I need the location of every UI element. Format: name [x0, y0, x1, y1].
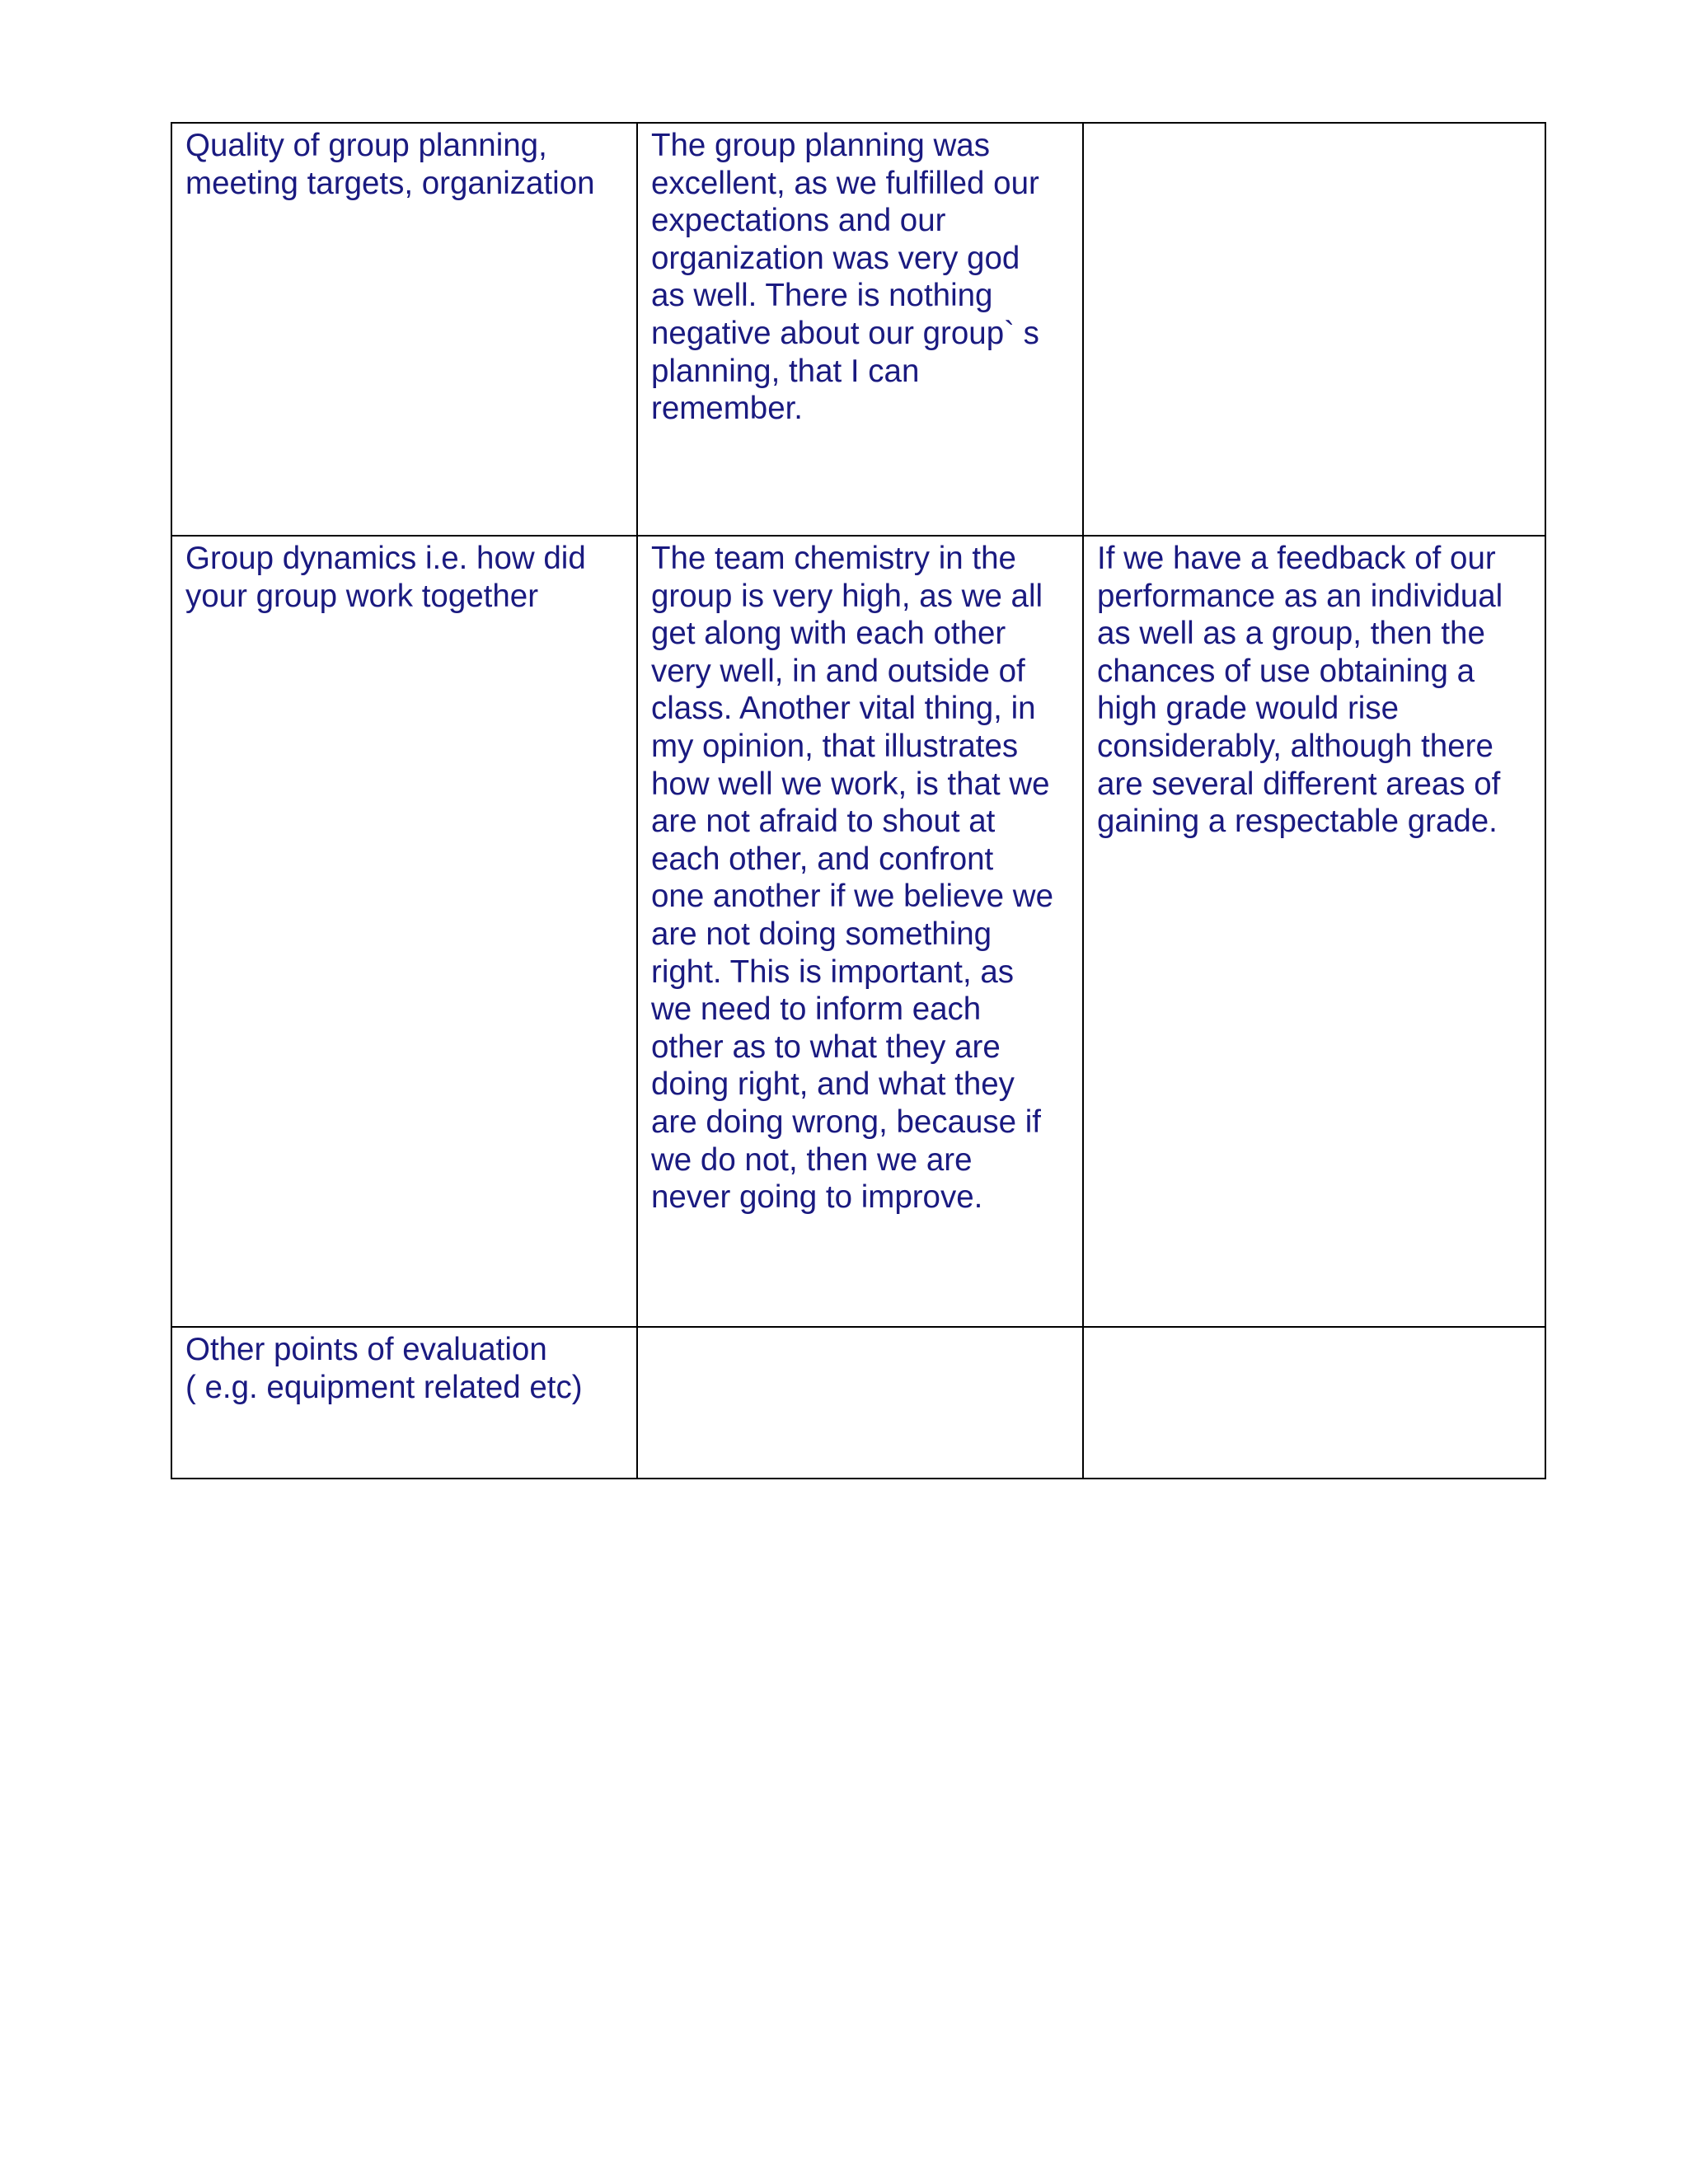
criterion-text: Quality of group planning, meeting targets, organization [185, 128, 595, 201]
criterion-text: Group dynamics i.e. how did your group work together [185, 541, 586, 614]
evaluation-cell [637, 536, 1083, 1327]
table-row [171, 536, 1545, 1327]
improvement-text: If we have a feedback of our performance as an individual as well as a group, then the chances of use obtaining a high grade would rise considerably, although there are several different areas of gaining a respectable grade. [1097, 541, 1503, 840]
evaluation-cell [637, 123, 1083, 536]
criterion-cell [171, 123, 637, 536]
evaluation-text: The team chemistry in the group is very high, as we all get along with each other very well, in and outside of class. Another vital thing, in my opinion, that illustrates how well we work, is that we are not afraid to shout at each other, and confront one another if we believe we are not doing something right. This is important, as we need to inform each other as to what they are doing right, and what they are doing wrong, because if we do not, then we are never going to improve. [651, 541, 1053, 1216]
evaluation-text: The group planning was excellent, as we fulfilled our expectations and our organization was very god as well. There is nothing negative about our group` s planning, that I can remember. [651, 128, 1039, 427]
evaluation-cell [637, 1327, 1083, 1479]
improvement-cell [1083, 123, 1545, 536]
criterion-text: Other points of evaluation ( e.g. equipment related etc) [185, 1332, 583, 1405]
table-row [171, 123, 1545, 536]
criterion-cell [171, 1327, 637, 1479]
improvement-cell [1083, 1327, 1545, 1479]
improvement-cell [1083, 536, 1545, 1327]
evaluation-table [171, 122, 1546, 1479]
table-row [171, 1327, 1545, 1479]
criterion-cell [171, 536, 637, 1327]
